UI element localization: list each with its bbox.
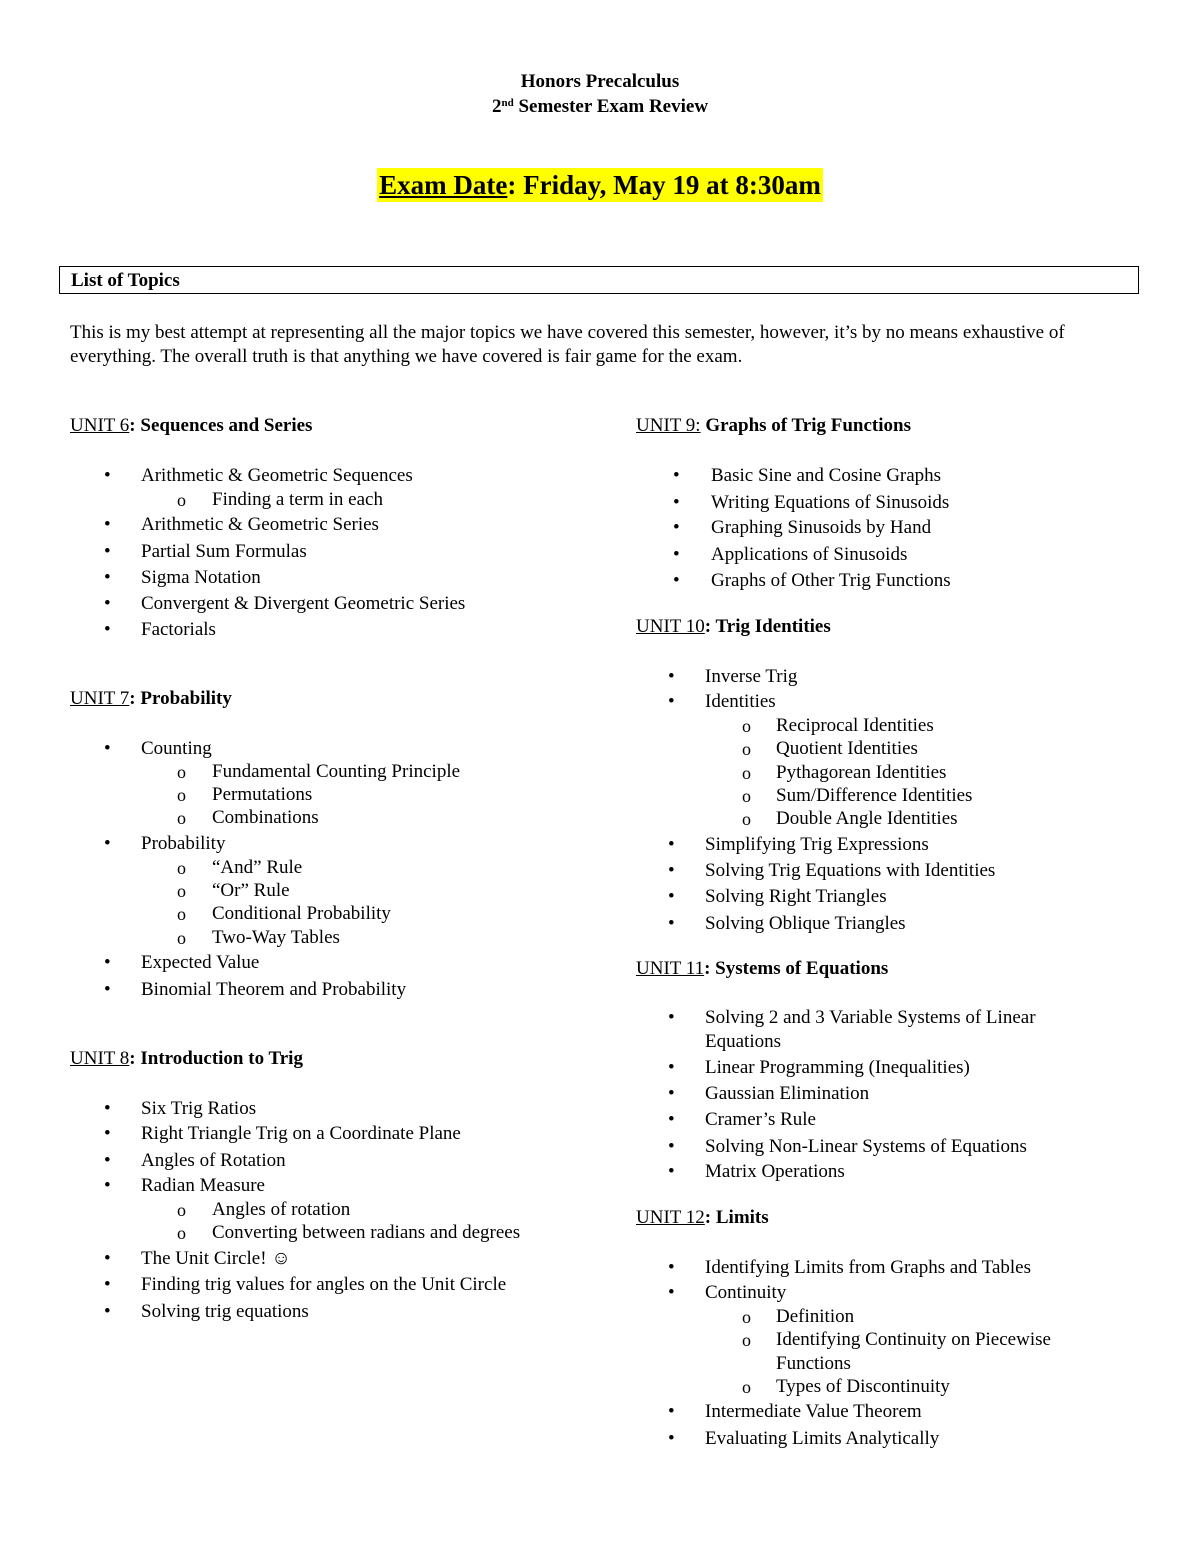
bullet-icon: • — [104, 1175, 111, 1196]
topic-item: Graphs of Other Trig Functions — [711, 570, 951, 591]
topic-item: Cramer’s Rule — [705, 1109, 816, 1130]
unit-title: : Limits — [704, 1207, 769, 1228]
sub-topic-item: “And” Rule — [212, 857, 303, 878]
sub-bullet-icon: o — [742, 809, 751, 829]
sub-bullet-icon: o — [742, 1307, 751, 1327]
bullet-icon: • — [673, 570, 680, 591]
unit-title: : Introduction to Trig — [129, 1048, 303, 1069]
unit-heading — [636, 957, 888, 981]
sub-topic-item: Sum/Difference Identities — [776, 785, 973, 806]
exam-date-highlight — [377, 168, 823, 202]
topic-item: Solving Trig Equations with Identities — [705, 860, 996, 881]
bullet-icon: • — [104, 593, 111, 614]
topic-item: Probability — [141, 833, 226, 854]
bullet-icon: • — [104, 1123, 111, 1144]
unit-label: UNIT 12 — [636, 1207, 705, 1228]
bullet-icon: • — [668, 1428, 675, 1449]
topic-item: Applications of Sinusoids — [711, 544, 908, 565]
topic-item: Basic Sine and Cosine Graphs — [711, 465, 942, 486]
unit-heading — [636, 414, 911, 438]
bullet-icon: • — [668, 886, 675, 907]
sub-bullet-icon: o — [742, 1377, 751, 1397]
topic-item: Solving Oblique Triangles — [705, 913, 906, 934]
sub-bullet-icon: o — [177, 785, 186, 805]
bullet-icon: • — [673, 544, 680, 565]
topic-item: Linear Programming (Inequalities) — [705, 1057, 970, 1078]
bullet-icon: • — [668, 1282, 675, 1303]
topic-item: Partial Sum Formulas — [141, 541, 307, 562]
topic-item: Identifying Limits from Graphs and Tables — [705, 1257, 1032, 1278]
sub-topic-item: Conditional Probability — [212, 903, 391, 924]
unit-title: : Probability — [129, 688, 232, 709]
topic-item: Solving trig equations — [141, 1301, 309, 1322]
bullet-icon: • — [104, 567, 111, 588]
topic-item: Convergent & Divergent Geometric Series — [141, 593, 466, 614]
unit-heading — [70, 1047, 303, 1071]
bullet-icon: • — [104, 1098, 111, 1119]
sub-topic-item: Quotient Identities — [776, 738, 918, 759]
sub-topic-item: Converting between radians and degrees — [212, 1222, 521, 1243]
sub-bullet-icon: o — [177, 881, 186, 901]
bullet-icon: • — [104, 979, 111, 1000]
exam-date-banner — [0, 168, 1200, 202]
sub-topic-item: Fundamental Counting Principle — [212, 761, 461, 782]
sub-bullet-icon: o — [742, 739, 751, 759]
bullet-icon: • — [673, 465, 680, 486]
bullet-icon: • — [104, 541, 111, 562]
sub-topic-item: “Or” Rule — [212, 880, 290, 901]
bullet-icon: • — [668, 1057, 675, 1078]
topic-item: Inverse Trig — [705, 666, 798, 687]
bullet-icon: • — [104, 465, 111, 486]
bullet-icon: • — [668, 1136, 675, 1157]
topic-item: Graphing Sinusoids by Hand — [711, 517, 932, 538]
unit-title: : Systems of Equations — [704, 958, 889, 979]
topic-item: Gaussian Elimination — [705, 1083, 870, 1104]
sub-topic-item: Reciprocal Identities — [776, 715, 934, 736]
topic-item: Identities — [705, 691, 776, 712]
topic-item: Solving 2 and 3 Variable Systems of Linear — [705, 1007, 1036, 1028]
unit-title: Graphs of Trig Functions — [700, 415, 912, 436]
topics-heading: List of Topics — [71, 270, 180, 291]
topic-item: The Unit Circle! ☺ — [141, 1248, 291, 1269]
topic-item: Expected Value — [141, 952, 260, 973]
bullet-icon: • — [104, 833, 111, 854]
topic-item: Simplifying Trig Expressions — [705, 834, 929, 855]
bullet-icon: • — [668, 1083, 675, 1104]
document-subtitle — [0, 95, 1200, 119]
unit-heading — [636, 615, 831, 639]
unit-label: UNIT 7 — [70, 688, 130, 709]
sub-topic-item: Angles of rotation — [212, 1199, 351, 1220]
bullet-icon: • — [104, 952, 111, 973]
sub-topic-item: Types of Discontinuity — [776, 1376, 950, 1397]
topic-item: Matrix Operations — [705, 1161, 845, 1182]
sub-bullet-icon: o — [177, 762, 186, 782]
bullet-icon: • — [104, 1301, 111, 1322]
bullet-icon: • — [104, 1150, 111, 1171]
topic-item: Solving Right Triangles — [705, 886, 887, 907]
unit-label: UNIT 9: — [636, 415, 701, 436]
topic-item: Intermediate Value Theorem — [705, 1401, 922, 1422]
topic-item: Evaluating Limits Analytically — [705, 1428, 940, 1449]
subtitle-text: Semester Exam Review — [513, 96, 709, 117]
bullet-icon: • — [104, 1274, 111, 1295]
subtitle-ordinal: nd — [501, 97, 514, 109]
sub-topic-item: Finding a term in each — [212, 489, 383, 510]
unit-heading — [70, 687, 232, 711]
sub-bullet-icon: o — [742, 786, 751, 806]
bullet-icon: • — [104, 514, 111, 535]
exam-date-label: Exam Date — [379, 170, 508, 200]
sub-topic-item: Double Angle Identities — [776, 808, 958, 829]
sub-bullet-icon: o — [177, 858, 186, 878]
topic-item: Right Triangle Trig on a Coordinate Plane — [141, 1123, 461, 1144]
unit-heading — [70, 414, 312, 438]
bullet-icon: • — [673, 492, 680, 513]
topic-item: Counting — [141, 738, 212, 759]
topic-item: Arithmetic & Geometric Sequences — [141, 465, 413, 486]
topic-item: Binomial Theorem and Probability — [141, 979, 407, 1000]
topic-item: Factorials — [141, 619, 216, 640]
bullet-icon: • — [104, 619, 111, 640]
bullet-icon: • — [668, 834, 675, 855]
sub-topic-item: Identifying Continuity on Piecewise — [776, 1329, 1051, 1350]
topic-item: Angles of Rotation — [141, 1150, 286, 1171]
sub-topic-item: Two-Way Tables — [212, 927, 340, 948]
sub-bullet-icon: o — [177, 1200, 186, 1220]
bullet-icon: • — [668, 1109, 675, 1130]
topic-item: Equations — [705, 1031, 781, 1052]
bullet-icon: • — [668, 1007, 675, 1028]
sub-bullet-icon: o — [177, 904, 186, 924]
unit-heading — [636, 1206, 769, 1230]
unit-label: UNIT 6 — [70, 415, 130, 436]
bullet-icon: • — [668, 691, 675, 712]
topic-item: Radian Measure — [141, 1175, 265, 1196]
sub-topic-item: Functions — [776, 1353, 851, 1374]
bullet-icon: • — [668, 913, 675, 934]
unit-label: UNIT 10 — [636, 616, 705, 637]
sub-bullet-icon: o — [177, 1223, 186, 1243]
bullet-icon: • — [668, 1401, 675, 1422]
topics-heading-box — [59, 266, 1139, 294]
topic-item: Finding trig values for angles on the Unit Circle — [141, 1274, 507, 1295]
bullet-icon: • — [668, 666, 675, 687]
bullet-icon: • — [668, 1257, 675, 1278]
sub-topic-item: Combinations — [212, 807, 319, 828]
topic-item: Six Trig Ratios — [141, 1098, 257, 1119]
unit-label: UNIT 8 — [70, 1048, 130, 1069]
sub-topic-item: Permutations — [212, 784, 313, 805]
sub-bullet-icon: o — [177, 490, 186, 510]
sub-bullet-icon: o — [742, 1330, 751, 1350]
topic-item: Arithmetic & Geometric Series — [141, 514, 379, 535]
topic-item: Solving Non-Linear Systems of Equations — [705, 1136, 1027, 1157]
exam-date-value: : Friday, May 19 at 8:30am — [507, 170, 821, 200]
unit-title: : Trig Identities — [704, 616, 831, 637]
document-title: Honors Precalculus — [520, 71, 680, 92]
subtitle-number: 2 — [491, 96, 502, 117]
bullet-icon: • — [673, 517, 680, 538]
topic-item: Writing Equations of Sinusoids — [711, 492, 950, 513]
sub-bullet-icon: o — [742, 716, 751, 736]
topic-item: Sigma Notation — [141, 567, 261, 588]
sub-bullet-icon: o — [742, 763, 751, 783]
bullet-icon: • — [104, 1248, 111, 1269]
bullet-icon: • — [104, 738, 111, 759]
sub-bullet-icon: o — [177, 808, 186, 828]
unit-title: : Sequences and Series — [129, 415, 313, 436]
sub-topic-item: Pythagorean Identities — [776, 762, 947, 783]
bullet-icon: • — [668, 1161, 675, 1182]
sub-bullet-icon: o — [177, 928, 186, 948]
intro-paragraph: This is my best attempt at representing all the major topics we have covered this semester, however, it’s by no means exhaustive of everything. The overall truth is that anything we have covered is fair game for the exam. — [70, 322, 1065, 367]
topic-item: Continuity — [705, 1282, 787, 1303]
sub-topic-item: Definition — [776, 1306, 855, 1327]
bullet-icon: • — [668, 860, 675, 881]
unit-label: UNIT 11 — [636, 958, 705, 979]
